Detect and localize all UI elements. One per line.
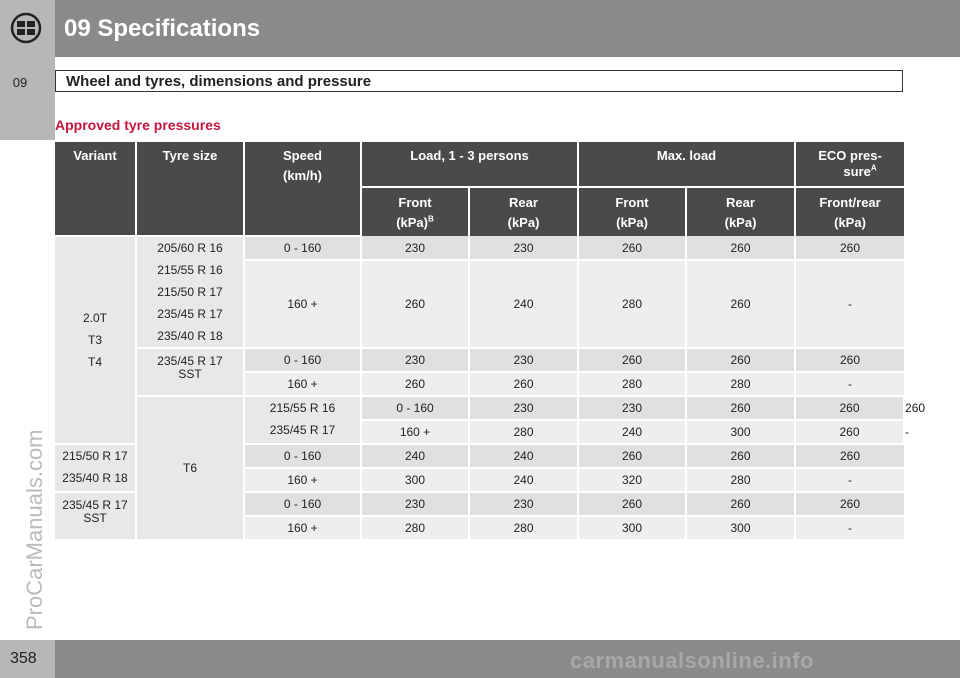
load-rear-cell: 260 <box>469 372 578 396</box>
load-rear-cell: 240 <box>469 468 578 492</box>
eco-cell: 260 <box>795 348 904 372</box>
load-front-cell: 230 <box>361 492 469 516</box>
max-rear-cell: 260 <box>795 420 904 444</box>
section-title: Wheel and tyres, dimensions and pressure <box>66 73 372 90</box>
max-front-cell: 280 <box>578 372 686 396</box>
section-header <box>55 70 903 92</box>
header-load-group: Load, 1 - 3 persons <box>361 142 578 187</box>
load-front-cell: 300 <box>361 468 469 492</box>
tyre-size-cell: 235/45 R 17 SST <box>136 348 244 396</box>
load-rear-cell: 240 <box>469 444 578 468</box>
header-load-rear: Rear (kPa) <box>469 187 578 236</box>
speed-cell: 0 - 160 <box>244 492 361 516</box>
header-eco-pressure: ECO pres- sure$^A$ <box>795 142 904 187</box>
load-front-cell: 230 <box>361 348 469 372</box>
header-tyre-size: Tyre size <box>136 142 244 236</box>
speed-cell: 0 - 160 <box>244 444 361 468</box>
header-max-load-group: Max. load <box>578 142 795 187</box>
load-rear-cell: 230 <box>578 396 686 420</box>
max-rear-cell: 280 <box>686 468 795 492</box>
max-rear-cell: 260 <box>686 236 795 260</box>
speed-cell: 160 + <box>244 260 361 348</box>
max-rear-cell: 280 <box>686 372 795 396</box>
eco-cell: - <box>795 516 904 540</box>
load-rear-cell: 230 <box>469 492 578 516</box>
max-front-cell: 280 <box>578 260 686 348</box>
variant-cell: 2.0T T3 T4 <box>55 236 136 444</box>
speed-cell: 160 + <box>244 516 361 540</box>
max-front-cell: 320 <box>578 468 686 492</box>
max-front-cell: 300 <box>578 516 686 540</box>
load-front-cell: 280 <box>469 420 578 444</box>
max-front-cell: 260 <box>578 444 686 468</box>
eco-cell: 260 <box>795 236 904 260</box>
speed-cell: 0 - 160 <box>244 236 361 260</box>
max-rear-cell: 260 <box>686 444 795 468</box>
table-row: 160 + 280 240 300 260 - <box>55 420 904 444</box>
table-row <box>55 236 904 260</box>
load-rear-cell: 240 <box>578 420 686 444</box>
max-front-cell: 300 <box>686 420 795 444</box>
page-number-box <box>0 640 55 678</box>
header-max-rear: Rear (kPa) <box>686 187 795 236</box>
load-front-cell: 280 <box>361 516 469 540</box>
load-rear-cell: 240 <box>469 260 578 348</box>
max-front-cell: 260 <box>578 348 686 372</box>
max-rear-cell: 260 <box>795 396 904 420</box>
tyre-size-cell: 235/45 R 17 SST <box>55 492 136 540</box>
eco-cell: 260 <box>795 492 904 516</box>
variant-cell: T6 <box>136 396 244 540</box>
page-footer <box>0 640 960 678</box>
load-rear-cell: 230 <box>469 236 578 260</box>
max-rear-cell: 260 <box>686 260 795 348</box>
chapter-tab-number: 09 <box>12 75 28 90</box>
max-rear-cell: 260 <box>686 348 795 372</box>
header-variant: Variant <box>55 142 136 236</box>
tyre-pressure-table <box>55 142 926 541</box>
subsection-title: Approved tyre pressures <box>55 117 221 133</box>
footnote-b-marker: B <box>428 214 434 224</box>
max-front-cell: 260 <box>578 236 686 260</box>
chapter-title: 09 Specifications <box>64 15 261 42</box>
side-watermark <box>22 230 48 630</box>
table-row: T6 215/55 R 16 235/45 R 17 0 - 160 230 230 260 260 260 <box>55 396 904 420</box>
speed-cell: 160 + <box>244 372 361 396</box>
speed-cell: 160 + <box>361 420 469 444</box>
eco-cell: 260 <box>795 444 904 468</box>
tyre-size-cell: 215/50 R 17 235/40 R 18 <box>55 444 136 492</box>
tyre-size-cell: 215/55 R 16 235/45 R 17 <box>244 396 361 444</box>
footer-watermark: carmanualsonline.info <box>570 648 814 673</box>
header-eco-front-rear: Front/rear (kPa) <box>795 187 904 236</box>
wheel-gauge-icon <box>10 12 42 44</box>
load-front-cell: 230 <box>361 236 469 260</box>
page-number: 358 <box>10 650 37 667</box>
table-header-row-top <box>55 142 904 187</box>
load-front-cell: 240 <box>361 444 469 468</box>
tyre-size-cell: 205/60 R 16 215/55 R 16 215/50 R 17 235/45 R 17 235/40 R 18 <box>136 236 244 348</box>
eco-cell: - <box>795 260 904 348</box>
max-front-cell: 260 <box>578 492 686 516</box>
header-speed: Speed (km/h) <box>244 142 361 236</box>
max-rear-cell: 260 <box>686 492 795 516</box>
eco-cell: - <box>795 372 904 396</box>
chapter-side-tab <box>0 57 55 140</box>
max-rear-cell: 300 <box>686 516 795 540</box>
load-rear-cell: 280 <box>469 516 578 540</box>
chapter-header <box>0 0 960 57</box>
load-front-cell: 260 <box>361 260 469 348</box>
load-rear-cell: 230 <box>469 348 578 372</box>
load-front-cell: 260 <box>361 372 469 396</box>
speed-cell: 160 + <box>244 468 361 492</box>
eco-cell: - <box>795 468 904 492</box>
max-front-cell: 260 <box>686 396 795 420</box>
speed-cell: 0 - 160 <box>361 396 469 420</box>
table-row <box>55 348 904 372</box>
footnote-a-marker: A <box>870 163 877 173</box>
load-front-cell: 230 <box>469 396 578 420</box>
header-max-front: Front (kPa) <box>578 187 686 236</box>
side-watermark-text: ProCarManuals.com <box>22 429 47 630</box>
chapter-icon-box <box>0 0 55 57</box>
header-load-front: Front (kPa)$^B$ <box>361 187 469 236</box>
speed-cell: 0 - 160 <box>244 348 361 372</box>
